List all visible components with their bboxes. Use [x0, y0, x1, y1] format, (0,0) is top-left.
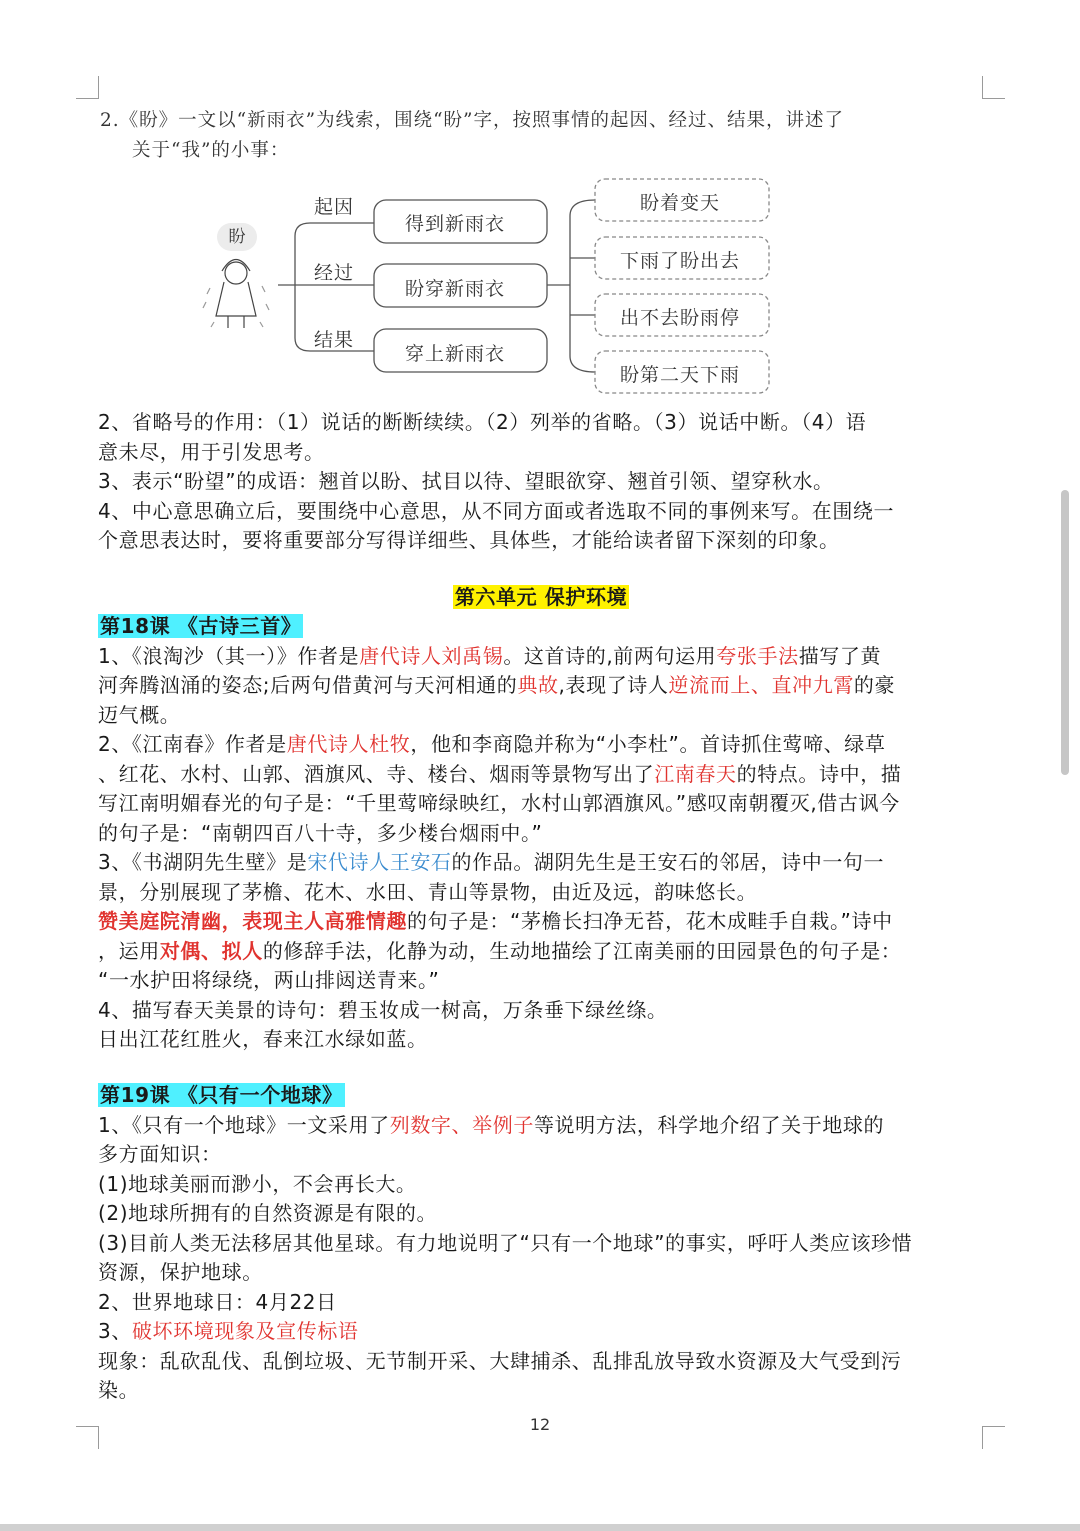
bottom-edge-bar — [0, 1524, 1080, 1531]
crop-mark-top-left — [76, 76, 99, 99]
note-4b: 个意思表达时，要将重要部分写得详细些、具体些，才能给读者留下深刻的印象。 — [98, 528, 840, 552]
question-2-line1: 2.《盼》一文以“新雨衣”为线索，围绕“盼”字，按照事情的起因、经过、结果，讲述了 — [100, 110, 844, 131]
l18-p1-line1: 1、《浪淘沙（其一）》作者是唐代诗人刘禹锡。这首诗的,前两句运用夸张手法描写了黄 — [98, 643, 882, 668]
l19-p1-line1: 1、《只有一个地球》一文采用了列数字、举例子等说明方法，科学地介绍了关于地球的 — [98, 1112, 885, 1137]
note-3: 3、表示“盼望”的成语：翘首以盼、拭目以待、望眼欲穿、翘首引领、望穿秋水。 — [98, 469, 834, 493]
note-4a: 4、中心意思确立后，要围绕中心意思，从不同方面或者选取不同的事例来写。在围绕一 — [98, 498, 895, 523]
l18-p3-line2: 景，分别展现了茅檐、花木、水田、青山等景物，由近及远，韵味悠长。 — [98, 879, 758, 904]
l18-p1-line2: 河奔腾汹涌的姿态;后两句借黄河与天河相通的典故,表现了诗人逆流而上、直冲九霄的豪 — [98, 673, 896, 697]
question-2-line2: 关于“我”的小事： — [132, 140, 290, 161]
l18-p2-line2: 、红花、水村、山郭、酒旗风、寺、楼台、烟雨等景物写出了江南春天的特点。诗中，描 — [98, 761, 902, 786]
l19-p4a: 现象：乱砍乱伐、乱倒垃圾、无节制开采、大肆捕杀、乱排乱放导致水资源及大气受到污 — [98, 1348, 902, 1373]
lesson-19 — [98, 1081, 984, 1406]
lesson-18-title: 第18课 《古诗三首》 — [100, 614, 302, 638]
event-2: 盼穿新雨衣 — [405, 278, 506, 300]
stage-process: 经过 — [314, 262, 355, 284]
detail-3: 出不去盼雨停 — [620, 307, 741, 329]
l18-p4-line1: 4、描写春天美景的诗句：碧玉妆成一树高，万条垂下绿丝绦。 — [98, 997, 668, 1022]
question-2 — [100, 106, 844, 166]
l18-p2-line1: 2、《江南春》作者是唐代诗人杜牧，他和李商隐并称为“小李杜”。首诗抓住莺啼、绿草 — [98, 732, 886, 756]
stage-cause: 起因 — [314, 196, 355, 218]
note-2b: 意未尽，用于引发思考。 — [98, 439, 325, 464]
l19-item-3a: (3)目前人类无法移居其他星球。有力地说明了“只有一个地球”的事实，呼吁人类应该珍惜 — [98, 1230, 913, 1255]
l19-item-1: (1)地球美丽而渺小，不会再长大。 — [98, 1171, 417, 1196]
l19-p1-line2: 多方面知识： — [98, 1142, 222, 1166]
vertical-scrollbar[interactable] — [1061, 490, 1069, 775]
l19-p2: 2、世界地球日：4月22日 — [98, 1289, 337, 1314]
notes-section — [98, 408, 984, 556]
l19-item-2: (2)地球所拥有的自然资源是有限的。 — [98, 1201, 438, 1225]
l18-p2-line4: 的句子是：“南朝四百八十寺，多少楼台烟雨中。” — [98, 820, 543, 845]
stage-result: 结果 — [314, 329, 355, 351]
l19-p3: 3、破坏环境现象及宣传标语 — [98, 1319, 359, 1343]
detail-1: 盼着变天 — [640, 192, 721, 214]
center-label: 盼 — [217, 223, 257, 251]
l18-p3-line3: 赞美庭院清幽，表现主人高雅情趣的句子是：“茅檐长扫净无苔，花木成畦手自栽。”诗中 — [98, 909, 893, 933]
l18-p3-line4: ，运用对偶、拟人的修辞手法，化静为动，生动地描绘了江南美丽的田园景色的句子是： — [98, 938, 902, 963]
l18-p3-line5: “一水护田将绿绕，两山排闼送青来。” — [98, 968, 440, 992]
lesson-18 — [98, 612, 984, 1055]
event-3: 穿上新雨衣 — [405, 343, 506, 365]
detail-4: 盼第二天下雨 — [620, 364, 741, 386]
story-structure-diagram — [200, 176, 780, 398]
lesson-19-title: 第19课 《只有一个地球》 — [100, 1083, 343, 1107]
page-number: 12 — [529, 1415, 551, 1434]
event-1: 得到新雨衣 — [405, 213, 506, 235]
girl-illustration-icon — [203, 260, 269, 329]
note-2a: 2、省略号的作用：（1）说话的断断续续。（2）列举的省略。（3）说话中断。（4）语 — [98, 410, 867, 434]
l18-p3-line1: 3、《书湖阴先生壁》是宋代诗人王安石的作品。湖阴先生是王安石的邻居，诗中一句一 — [98, 850, 885, 874]
detail-2: 下雨了盼出去 — [620, 250, 741, 272]
crop-mark-top-right — [982, 76, 1005, 99]
l19-p4b: 染。 — [98, 1378, 140, 1402]
unit-heading — [98, 583, 984, 613]
l18-p1-line3: 迈气概。 — [98, 702, 181, 727]
unit-title: 第六单元 保护环境 — [454, 585, 628, 609]
l19-item-3b: 资源，保护地球。 — [98, 1260, 263, 1284]
l18-p2-line3: 写江南明媚春光的句子是：“千里莺啼绿映红，水村山郭酒旗风。”感叹南朝覆灭,借古讽今 — [98, 791, 900, 815]
l18-p4-line2: 日出江花红胜火，春来江水绿如蓝。 — [98, 1027, 428, 1051]
